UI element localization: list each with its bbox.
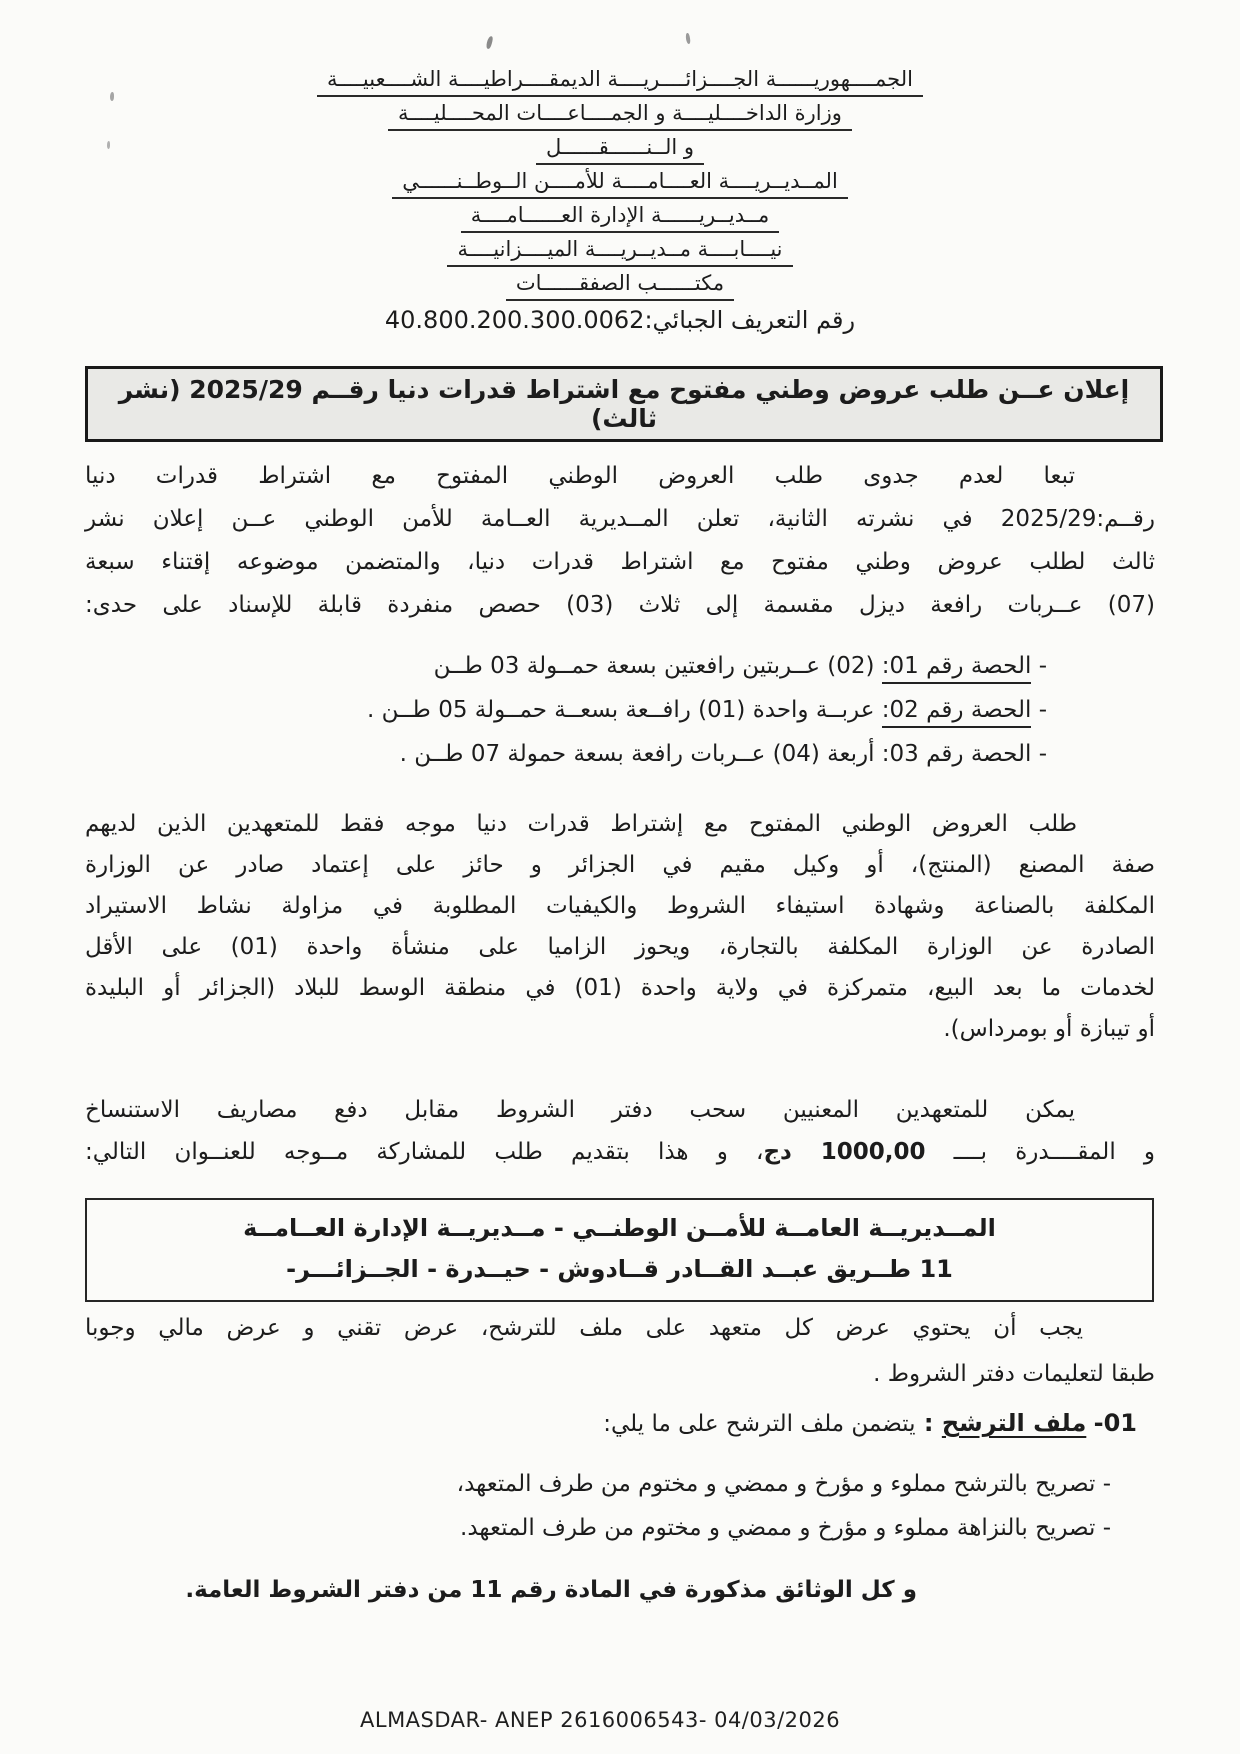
candidacy-doc-2-text: تصريح بالنزاهة مملوء و مؤرخ و ممضي و مختوم من طرف المتعهد.	[460, 1515, 1096, 1541]
intro-line-1: تبعا لعدم جدوى طلب العروض الوطني المفتوح مع اشتراط قدرات دنيا	[85, 463, 1075, 489]
tax-id-line: رقم التعريف الجبائي:40.800.200.300.0062	[384, 306, 856, 334]
withdrawal-line-2-pre: و المقــــدرة بــــ	[925, 1139, 1155, 1165]
letterhead-line-ministry: وزارة الداخــــليــــة و الجمــــاعــــات المحــــليــــة	[85, 98, 1155, 132]
list-dash: -	[1038, 741, 1047, 767]
scan-artifact	[685, 33, 691, 45]
eligibility-line-2: صفة المصنع (المنتج)، أو وكيل مقيم في الجزائر و حائز على إعتماد صادر عن الوزارة	[85, 852, 1155, 878]
section-01-heading	[85, 1408, 1155, 1440]
address-line-2: 11 طــريق عبــد القــادر قــادوش - حيــدرة - الجــزائـــر-	[286, 1255, 953, 1283]
letterhead-line-markets-office: مكتــــــب الصفقــــــات	[85, 268, 1155, 302]
eligibility-line-1: طلب العروض الوطني المفتوح مع إشتراط قدرات دنيا موجه فقط للمتعهدين الذين لديهم	[85, 811, 1077, 837]
announcement-title: إعلان عــن طلب عروض وطني مفتوح مع اشتراط قدرات دنيا رقــم 2025/29 (نشر ثالث)	[118, 375, 1130, 433]
offer-line-2: طبقا لتعليمات دفتر الشروط .	[873, 1361, 1155, 1387]
section-01-separator: :	[915, 1409, 942, 1437]
candidacy-doc-item-2	[85, 1514, 1155, 1558]
letterhead	[85, 64, 1155, 302]
list-dash: -	[1038, 653, 1047, 679]
intro-line-4: (07) عــربات رافعة ديزل مقسمة إلى ثلاث (03) حصص منفردة قابلة للإسناد على حدى:	[85, 592, 1155, 618]
anep-footer: ALMASDAR- ANEP 2616006543- 04/03/2026	[360, 1708, 841, 1732]
intro-paragraph	[85, 462, 1155, 634]
offer-paragraph	[85, 1314, 1155, 1406]
eligibility-line-4: الصادرة عن الوزارة المكلفة بالتجارة، ويحوز الزاميا على منشأة واحدة (01) على الأقل	[85, 934, 1155, 960]
announcement-title-box	[85, 366, 1163, 442]
eligibility-paragraph	[85, 810, 1155, 1056]
lots-list	[85, 652, 1155, 784]
candidacy-doc-1-text: تصريح بالترشح مملوء و مؤرخ و ممضي و مختوم من طرف المتعهد،	[456, 1471, 1096, 1497]
lot-2-text: عربــة واحدة (01) رافــعة بسعــة حمــولة 05 طــن .	[366, 697, 875, 723]
withdrawal-line-2	[85, 1138, 1155, 1180]
lot-1-text: (02) عــربتين رافعتين بسعة حمــولة 03 طــن	[433, 653, 875, 679]
scan-artifact	[486, 36, 494, 50]
intro-line-3: ثالث لطلب عروض وطني مفتوح مع اشتراط قدرات دنيا، والمتضمن موضوعه إقتناء سبعة	[85, 549, 1155, 575]
lot-item-3	[85, 740, 1155, 784]
eligibility-line-6: أو تيبازة أو بومرداس).	[943, 1016, 1155, 1042]
section-01-rest: يتضمن ملف الترشح على ما يلي:	[603, 1411, 916, 1437]
withdrawal-line-2-post: ، و هذا بتقديم طلب للمشاركة مــوجه للعنــوان التالي:	[85, 1139, 764, 1165]
fee-amount: 1000,00 دج	[763, 1139, 926, 1165]
offer-line-1: يجب أن يحتوي عرض كل متعهد على ملف للترشح، عرض تقني و عرض مالي وجوبا	[85, 1315, 1083, 1341]
lot-3-text: أربعة (04) عــربات رافعة بسعة حمولة 07 طــن .	[399, 741, 875, 767]
list-dash: -	[1102, 1515, 1111, 1541]
list-dash: -	[1102, 1471, 1111, 1497]
list-dash: -	[1038, 697, 1047, 723]
eligibility-line-5: لخدمات ما بعد البيع، متمركزة في ولاية واحدة (01) في منطقة الوسط للبلاد (الجزائر أو البليدة	[85, 975, 1156, 1001]
letterhead-line-transport: و الــنــــــقــــــل	[85, 132, 1155, 166]
documents-note: و كل الوثائق مذكورة في المادة رقم 11 من دفتر الشروط العامة.	[185, 1577, 917, 1603]
candidacy-docs-list	[85, 1470, 1155, 1558]
section-01-title: ملف الترشح	[941, 1409, 1087, 1437]
intro-line-2: رقــم:2025/29 في نشرته الثانية، تعلن المــديرية العــامة للأمن الوطني عــن إعلان نشر	[85, 506, 1155, 532]
letterhead-line-dgsn: المــديــريــــة العــــامــــة للأمــــن الــوطــنــــــي	[85, 166, 1155, 200]
section-01-number: 01-	[1093, 1409, 1137, 1437]
lot-3-label: الحصة رقم 03:	[881, 741, 1032, 767]
lot-2-label: الحصة رقم 02:	[882, 697, 1032, 728]
address-box	[85, 1198, 1154, 1302]
withdrawal-line-1: يمكن للمتعهدين المعنيين سحب دفتر الشروط مقابل دفع مصاريف الاستنساخ	[85, 1097, 1075, 1123]
lot-item-2	[85, 696, 1155, 740]
withdrawal-paragraph	[85, 1096, 1155, 1180]
lot-1-label: الحصة رقم 01:	[882, 653, 1032, 684]
letterhead-line-admin-directorate: مــديــريــــــة الإدارة العــــــامــــة	[85, 200, 1155, 234]
address-line-1: المــديريــة العامــة للأمــن الوطنــي - مــديريــة الإدارة العــامــة	[243, 1214, 996, 1242]
eligibility-line-3: المكلفة بالصناعة وشهادة استيفاء الشروط والكيفيات المطلوبة في مزاولة نشاط الاستيراد	[85, 893, 1155, 919]
candidacy-doc-item-1	[85, 1470, 1155, 1514]
lot-item-1	[85, 652, 1155, 696]
letterhead-line-budget: نيــــابــــة مــديــريــــة الميــــزانيــــة	[85, 234, 1155, 268]
letterhead-line-republic: الجمــــهوريــــــة الجــــزائــــريــــة الديمقــــراطيــــة الشــــعبيــــة	[85, 64, 1155, 98]
